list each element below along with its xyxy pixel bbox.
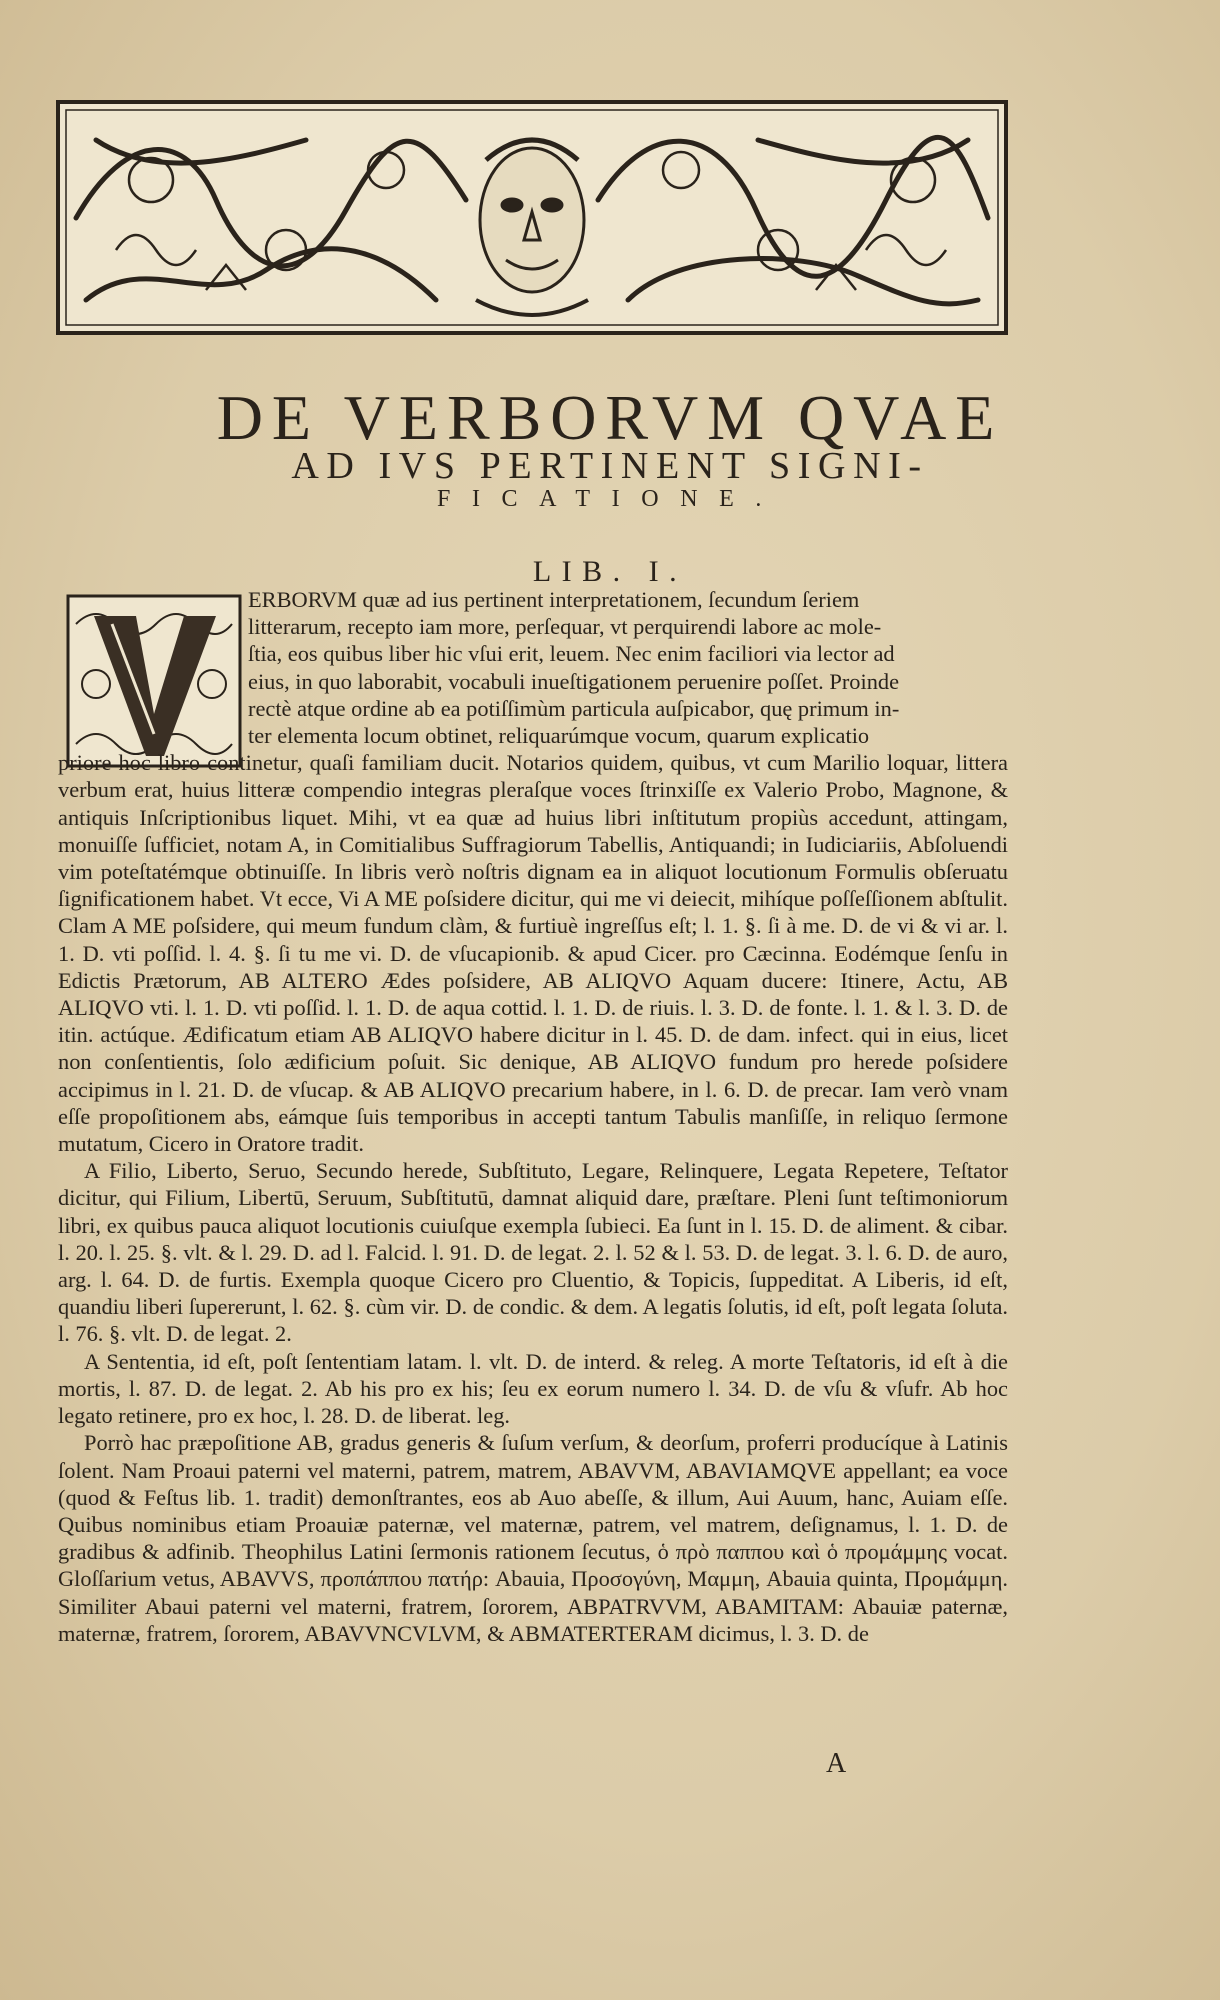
text-line: ter elementa locum obtinet, reliquarúmque vocum, quarum explicatio xyxy=(248,723,870,749)
title-line-1: DE VERBORVM QVAE xyxy=(216,381,1004,453)
text-line: ERBORVM quæ ad ius pertinent interpretationem, ſecundum ſeriem xyxy=(248,587,860,612)
paragraph-4: Porrò hac præpoſitione AB, gradus generis & ſuſum verſum, & deorſum, proferri producíque à Latinis ſolent. Nam Proaui paterni vel materni, patrem, matrem, ABAVVM, ABAVIAMQVE appellant; ea voce (quod & Feſtus lib. 1. tradit) demonſtrantes, eos ab Auo abeſſe, & illum, Aui Auum, hanc, Auiam eſſe. Quibus nominibus etiam Proauiæ paternæ, vel maternæ, patrem, vel matrem, deſignamus, l. 1. D. de gradibus & adfinib. Theophilus Latini ſermonis rationem ſecutus, ὁ πρὸ παππου καὶ ὁ προμάμμης vocat. Gloſſarium vetus, ABAVVS, προπάππου πατήρ: Abauia, Προσογύνη, Μαμμη, Abauia quinta, Προμάμμη. Similiter Abaui paterni vel materni, fratrem, ſororem, ABPATRVVM, ABAMITAM: Abauiæ paternæ, maternæ, fratrem, ſororem, ABAVVNCVLVM, & ABMATERTERAM dicimus, l. 3. D. de xyxy=(58,1430,1008,1646)
paragraph-1-continuation: priore hoc libro continetur, quaſi familiam ducit. Notarios quidem, quibus, vt cum Marilio loquar, littera verbum erat, huius litteræ compendio integras pleraſque voces ſtrinxiſſe ex Valerio Probo, Magnone, & antiquis Inſcriptionibus liquet. Mihi, vt ea quæ ad huius libri inſtitutum propiùs accedunt, attingam, monuiſſe ſufficiet, notam A, in Comitialibus Suffragiorum Tabellis, Antiquandi; in Iudiciariis, Abſoluendi vim poteſtatémque obtinuiſſe. In libris verò noſtris dignam ea in aliquot locutionum Formulis obſeruatu ſignificationem habet. Vt ecce, Vi A ME poſsidere dicitur, qui me vi deiecit, mihíque poſſeſſionem abſtulit. Clam A ME poſsidere, qui meum fundum clàm, & furtiuè ingreſſus eſt; l. 1. §. ſi à me. D. de vi & vi ar. l. 1. D. vti poſſid. l. 4. §. ſi tu me vi. D. de vſucapionib. & apud Cicer. pro Cæcinna. Eodémque ſenſu in Edictis Prætorum, AB ALTERO Ædes poſsidere, AB ALIQVO Aquam ducere: Itinere, Actu, AB ALIQVO vti. l. 1. D. vti poſſid. l. 1. D. de aqua cottid. l. 1. D. de riuis. l. 3. D. de fonte. l. 1. & l. 3. D. de itin. actúque. Ædificatum etiam AB ALIQVO habere dicitur in l. 45. D. de dam. infect. qui in eius, licet non conſentientis, ſolo ædificium poſuit. Sic denique, AB ALIQVO fundum pro herede poſsidere accipimus in l. 21. D. de vſucap. & AB ALIQVO precarium habere, in l. 6. D. de precar. Iam verò vnam eſſe propoſitionem abs, eámque ſuis temporibus in accepti tantum Tabulis manſiſſe, in reliquo ſermone mutatum, Cicero in Oratore tradit. xyxy=(58,750,1008,1157)
text-line: eius, in quo laborabit, vocabuli inueſtigationem peruenire poſſet. Proinde xyxy=(248,668,900,694)
body-text xyxy=(58,586,1008,1647)
paragraph-2: A Filio, Liberto, Seruo, Secundo herede, Subſtituto, Legare, Relinquere, Legata Repetere, Teſtator dicitur, qui Filium, Libertū, Seruum, Subſtitutū, damnat aliquid dare, præſtare. Pleni ſunt teſtimoniorum libri, ex quibus pauca aliquot locutionis cuiuſque exempla ſubieci. Ea ſunt in l. 15. D. de aliment. & cibar. l. 20. l. 25. §. vlt. & l. 29. D. ad l. Falcid. l. 91. D. de legat. 2. l. 52 & l. 53. D. de legat. 3. l. 6. D. de auro, arg. l. 64. D. de furtis. Exempla quoque Cicero pro Cluentio, & Topicis, ſuppeditat. A Liberis, id eſt, quandiu liberi ſupererunt, l. 62. §. cùm vir. D. de condic. & dem. A legatis ſolutis, id eſt, poſt legata ſoluta. l. 76. §. vlt. D. de legat. 2. xyxy=(58,1158,1008,1347)
ornamental-headpiece xyxy=(56,100,1008,335)
initial-paragraph-lines xyxy=(58,586,1008,749)
text-line: rectè atque ordine ab ea potiſſimùm particula auſpicabor, quę primum in- xyxy=(248,695,900,721)
signature-mark: A xyxy=(826,1748,847,1779)
paragraph-3: A Sententia, id eſt, poſt ſententiam latam. l. vlt. D. de interd. & releg. A morte Teſtatoris, id eſt à die mortis, l. 87. D. de legat. 2. Ab his pro ex his; ſeu ex eorum numero l. 34. D. de vſu & vſufr. Ab hoc legato retinere, pro ex hoc, l. 28. D. de liberat. leg. xyxy=(58,1348,1008,1429)
text-line: ſtia, eos quibus liber hic vſui erit, leuem. Nec enim faciliori via lector ad xyxy=(248,641,895,667)
book-number: LIB. I. xyxy=(532,555,688,588)
title-line-3: FICATIONE. xyxy=(437,485,783,512)
title-line-2: AD IVS PERTINENT SIGNI- xyxy=(291,444,929,487)
text-line: litterarum, recepto iam more, perſequar, vt perquirendi labore ac mole- xyxy=(248,614,882,640)
